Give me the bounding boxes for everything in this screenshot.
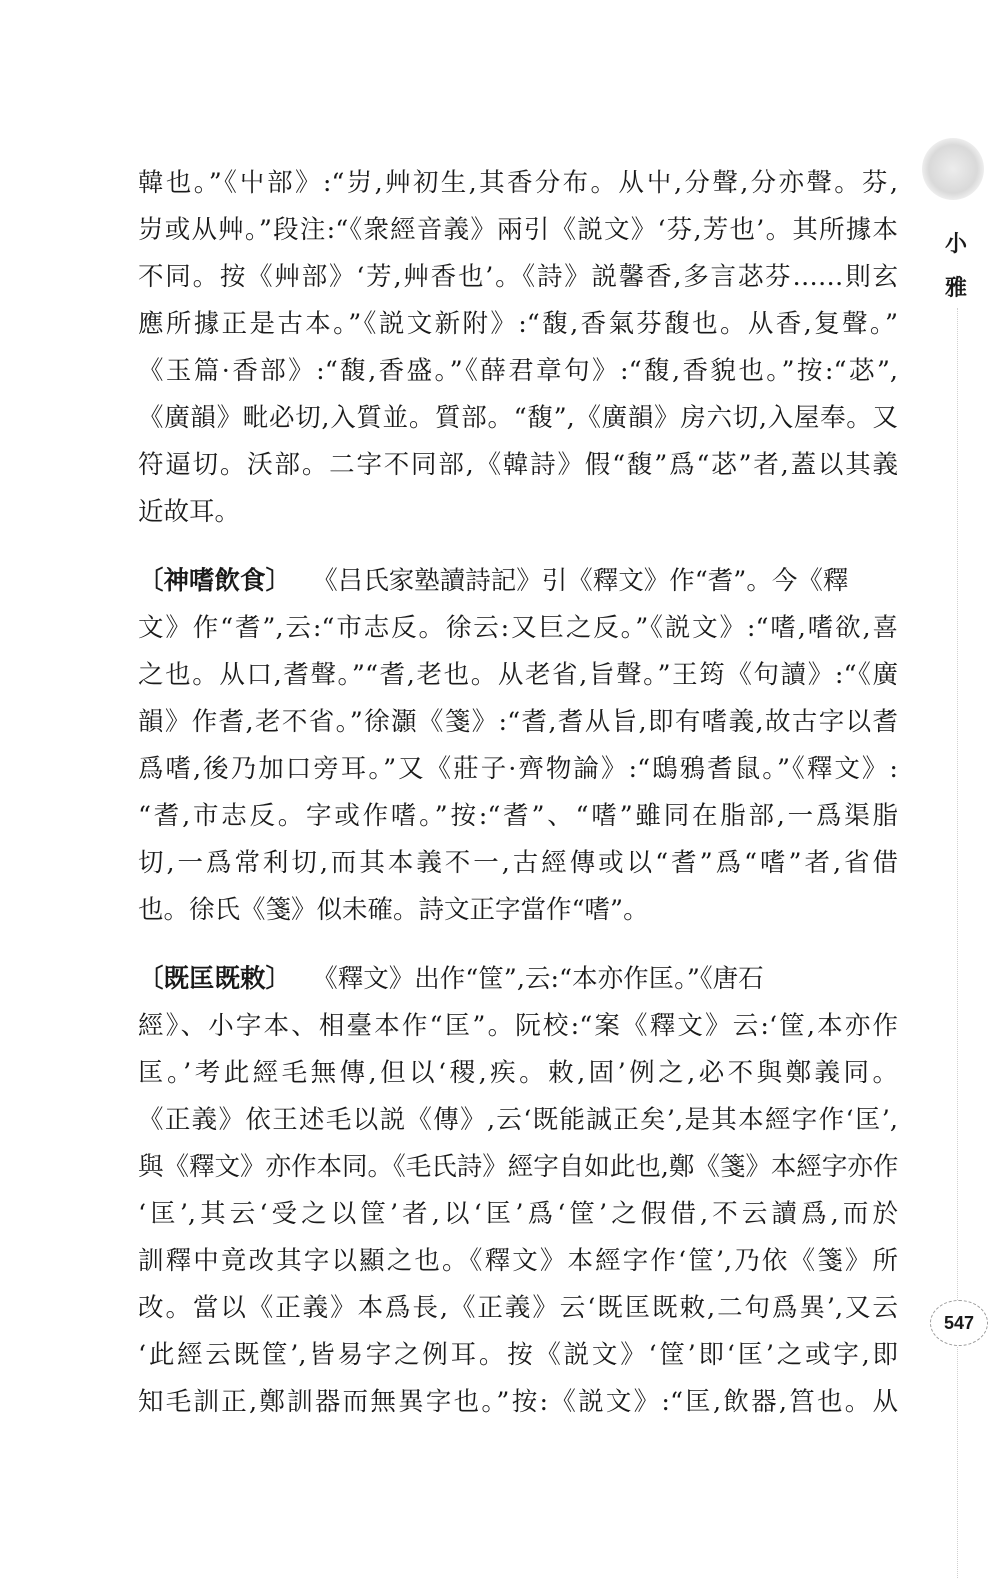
text-line: 應所據正是古本。”《説文新附》:“馥,香氣芬馥也。从香,复聲。”: [138, 309, 898, 339]
entry-title: 〔神嗜飲食〕: [138, 566, 292, 596]
entry-shen-shi-yin-shi: [138, 558, 898, 934]
seal-ornament: [922, 138, 984, 200]
entry-heading-line: [138, 558, 898, 605]
text-line: 《正義》依王述毛以説《傳》,云‘既能誠正矣’,是其本經字作‘匡’,: [138, 1105, 898, 1135]
text-line: 韓也。”《屮部》:“岃,艸初生,其香分布。从屮,分聲,分亦聲。芬,: [138, 168, 898, 198]
text-line: 之也。从口,耆聲。”“耆,老也。从老省,旨聲。”王筠《句讀》:“《廣: [138, 660, 898, 690]
text-line: 《吕氏家塾讀詩記》引《釋文》作“耆”。今《釋: [325, 566, 849, 596]
text-line: 韻》作耆,老不省。”徐灝《箋》:“耆,耆从旨,即有嗜義,故古字以耆: [138, 707, 898, 737]
text-line: 《釋文》出作“筐”,云:“本亦作匡。”《唐石: [325, 964, 764, 994]
text-line: 經》、小字本、相臺本作“匡”。阮校:“案《釋文》云:‘筐,本亦作: [138, 1011, 898, 1041]
section-label-line2: 雅: [944, 275, 967, 301]
section-label: [936, 222, 976, 310]
text-line: 改。當以《正義》本爲長,《正義》云‘既匡既敕,二句爲異’,又云: [138, 1293, 898, 1323]
text-line: 與《釋文》亦作本同。《毛氏詩》經字自如此也,鄭《箋》本經字亦作: [138, 1152, 898, 1182]
text-line: 岃或从艸。”段注:“《衆經音義》兩引《説文》‘芬,芳也’。其所據本: [138, 215, 898, 245]
text-line: 訓釋中竟改其字以顯之也。《釋文》本經字作‘筐’,乃依《箋》所: [138, 1246, 898, 1276]
text-line: “耆,市志反。字或作嗜。”按:“耆”、“嗜”雖同在脂部,一爲渠脂: [138, 801, 898, 831]
text-line: 知毛訓正,鄭訓器而無異字也。”按:《説文》:“匡,飲器,筥也。从: [138, 1387, 898, 1417]
text-line: 《玉篇·香部》:“馥,香盛。”《薛君章句》:“馥,香貌也。”按:“苾”,: [138, 356, 898, 386]
text-line: 匡。’考此經毛無傳,但以‘稷,疾。敕,固’例之,必不與鄭義同。: [138, 1058, 898, 1088]
text-line: ‘匡’,其云‘受之以筐’者,以‘匡’爲‘筐’之假借,不云讀爲,而於: [138, 1199, 898, 1229]
paragraph-1: [138, 160, 898, 536]
section-label-line1: 小: [944, 231, 967, 257]
text-line: 近故耳。: [138, 497, 241, 527]
text-line: ‘此經云既筐’,皆易字之例耳。按《説文》‘筐’即‘匡’之或字,即: [138, 1340, 898, 1370]
text-line: 《廣韻》毗必切,入質並。質部。“馥”,《廣韻》房六切,入屋奉。又: [138, 403, 898, 433]
text-line: 也。徐氏《箋》似未確。詩文正字當作“嗜”。: [138, 895, 649, 925]
main-text: [138, 160, 898, 1426]
entry-ji-kuang-ji-chi: [138, 956, 898, 1426]
text-line: 爲嗜,後乃加口旁耳。”又《莊子·齊物論》:“鴟鴉耆鼠。”《釋文》:: [138, 754, 898, 784]
entry-heading-line: [138, 956, 898, 1003]
text-line: 符逼切。沃部。二字不同部,《韓詩》假“馥”爲“苾”者,蓋以其義: [138, 450, 898, 480]
page-number: 547: [930, 1300, 988, 1346]
text-line: 不同。按《艸部》‘芳,艸香也’。《詩》説馨香,多言苾芬……則玄: [138, 262, 898, 292]
side-divider: [957, 308, 958, 1578]
text-line: 文》作“耆”,云:“市志反。徐云:又巨之反。”《説文》:“嗜,嗜欲,喜: [138, 613, 898, 643]
text-line: 切,一爲常利切,而其本義不一,古經傳或以“耆”爲“嗜”者,省借: [138, 848, 898, 878]
entry-title: 〔既匡既敕〕: [138, 964, 292, 994]
